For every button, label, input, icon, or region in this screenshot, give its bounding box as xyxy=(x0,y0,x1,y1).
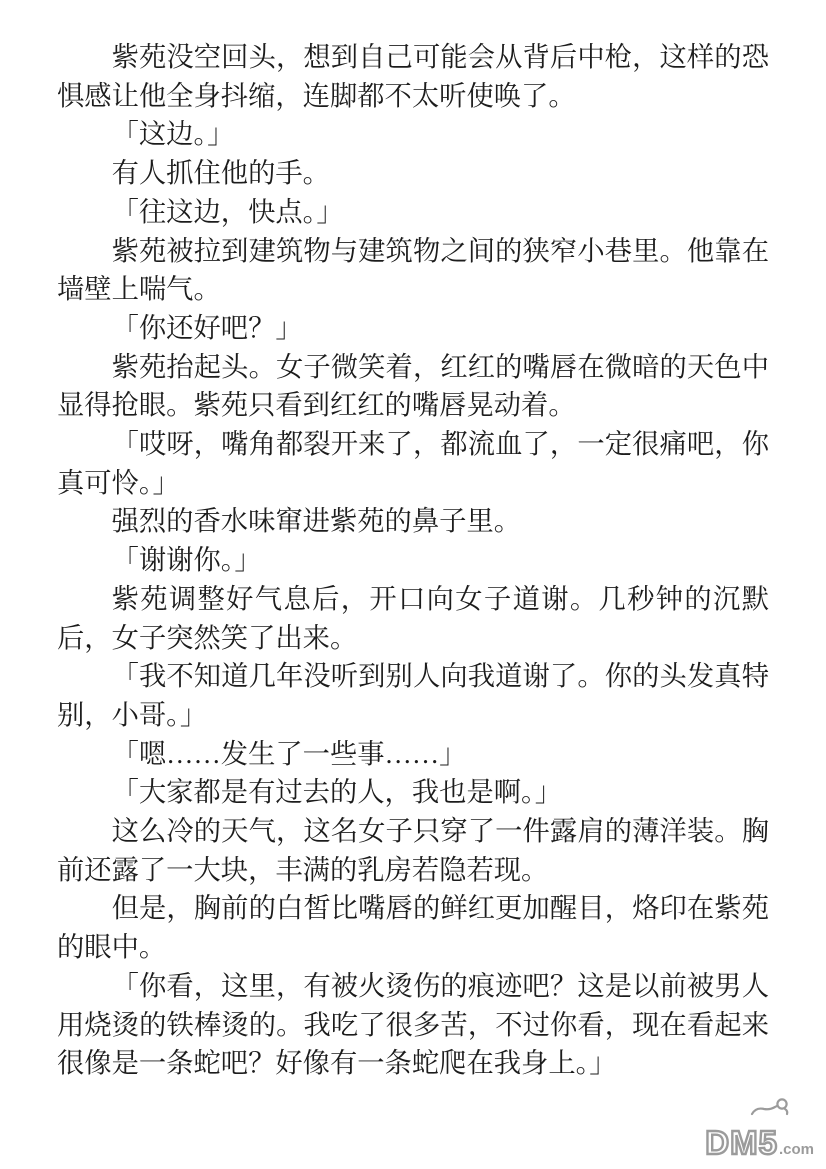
paragraph: 紫苑被拉到建筑物与建筑物之间的狭窄小巷里。他靠在墙壁上喘气。 xyxy=(57,235,769,305)
paragraph: 「你还好吧？」 xyxy=(111,312,303,343)
paragraph: 这么冷的天气，这名女子只穿了一件露肩的薄洋装。胸前还露了一大块，丰满的乳房若隐若现。 xyxy=(57,816,769,885)
paragraph: 紫苑调整好气息后，开口向女子道谢。几秒钟的沉默后，女子突然笑了出来。 xyxy=(57,583,769,653)
paragraph: 「这边。」 xyxy=(111,119,235,150)
paragraph: 但是，胸前的白皙比嘴唇的鲜红更加醒目，烙印在紫苑的眼中。 xyxy=(57,893,769,963)
paragraph: 有人抓住他的手。 xyxy=(111,158,330,189)
dm5-logo-text: DM5 xyxy=(705,1124,778,1161)
paragraph: 紫苑抬起头。女子微笑着，红红的嘴唇在微暗的天色中显得抢眼。紫苑只看到红红的嘴唇晃动着。 xyxy=(57,351,769,421)
paragraph: 「嗯……发生了一些事……」 xyxy=(111,738,467,769)
paragraph: 「哎呀，嘴角都裂开来了，都流血了，一定很痛吧，你真可怜。」 xyxy=(57,429,769,498)
paragraph: 强烈的香水味窜进紫苑的鼻子里。 xyxy=(111,506,522,537)
paragraph: 「大家都是有过去的人，我也是啊。」 xyxy=(111,777,562,808)
paragraph: 「往这边，快点。」 xyxy=(111,196,344,227)
dm5-mascot-icon xyxy=(750,1097,790,1117)
paragraph: 「你看，这里，有被火烫伤的痕迹吧？这是以前被男人用烧烫的铁棒烫的。我吃了很多苦，不过你看，现在看起来很像是一条蛇吧？好像有一条蛇爬在我身上。」 xyxy=(57,970,769,1079)
dm5-logo-suffix: .com xyxy=(778,1141,814,1158)
dm5-watermark xyxy=(705,1111,814,1161)
paragraph: 「我不知道几年没听到别人向我道谢了。你的头发真特别，小哥。」 xyxy=(57,661,769,730)
paragraph: 「谢谢你。」 xyxy=(111,545,262,576)
paragraph: 紫苑没空回头，想到自己可能会从背后中枪，这样的恐惧感让他全身抖缩，连脚都不太听使唤了。 xyxy=(57,42,769,111)
novel-text-block xyxy=(57,38,769,1083)
